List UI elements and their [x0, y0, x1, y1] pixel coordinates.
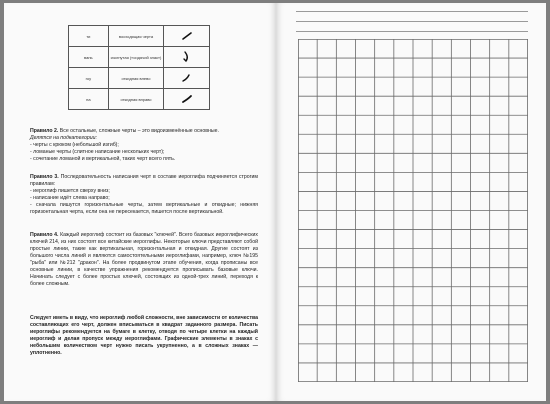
stroke-table: [68, 25, 210, 110]
rule-3-text: Последовательность написания черт в составе иероглифа подчиняется строгим правилам:: [30, 174, 258, 187]
list-item: - черты с крюком (небольшой изгиб);: [30, 142, 119, 148]
rule-4-label: Правило 4.: [30, 232, 59, 238]
table-row: [69, 68, 210, 89]
ruled-line: [296, 31, 528, 32]
ruled-lines: [296, 11, 528, 41]
rule-4-text: Каждый иероглиф состоит из базовых "ключей". Всего базовых иероглифических ключей 214, из них состоят все китайские иероглифы. Некоторые ключи представляют собой простые линии, такие как вертикальная, горизонтальная и откидная. Другие состоят из большого числа линий и являются самостоятельными иероглифами, например, ключ №195 "рыба" или №212 "дракон". На более продвинутом этапе обучения, когда прописаны все основные линии, в качестве упражнения рекомендуется прописывать базовые ключи. Начинать следует с более простых ключей, состоящих из одной-трех линий, переходя к более сложным.: [30, 232, 258, 287]
stroke-description: откидная влево: [108, 68, 164, 89]
left-falling-stroke-icon: [164, 68, 210, 89]
table-row: [69, 26, 210, 47]
rule-2-block: [30, 128, 258, 163]
ruled-line: [296, 21, 528, 22]
rule-2-intro: [30, 128, 258, 135]
stroke-description: откидная вправо: [108, 89, 164, 110]
rule-3-label: Правило 3.: [30, 174, 59, 180]
note-text: Следует иметь в виду, что иероглиф любой сложности, вне зависимости от количества составляющих его черт, должен вписываться в квадрат заданного размера. Писать иероглифы рекомендуется на бумаге в клетку, отводя по четыре клетки на каждый иероглиф и делая пропуск между иероглифами. Графические элементы в знаках с небольшим количеством черт нужно писать укрупненно, а в сложных знаках — уплотненно.: [30, 315, 258, 356]
rule-3-intro: [30, 174, 258, 188]
list-item: - сначала пишутся горизонтальные черты, затем вертикальные и откидные; нижняя горизонтальная черта, если она не пересекается, пишется после вертикальной.: [30, 202, 258, 215]
rule-4-paragraph: [30, 232, 258, 288]
rising-stroke-icon: [164, 26, 210, 47]
rule-3-block: [30, 174, 258, 216]
rule-2-sub: Делятся на подкатегории:: [30, 135, 97, 141]
list-item: - иероглиф пишется сверху вниз;: [30, 188, 110, 194]
stroke-description: восходящая черта: [108, 26, 164, 47]
stroke-pinyin: вань: [69, 47, 109, 68]
stroke-pinyin: ти: [69, 26, 109, 47]
rule-4-block: [30, 232, 258, 288]
stroke-pinyin: гоу: [69, 68, 109, 89]
right-falling-stroke-icon: [164, 89, 210, 110]
ruled-line: [296, 11, 528, 12]
practice-grid-svg: [298, 39, 528, 382]
note-block: [30, 315, 258, 357]
list-item: - написание идёт слева направо;: [30, 195, 110, 201]
table-row: [69, 89, 210, 110]
practice-grid: [298, 39, 528, 382]
list-item: - сочетание ломаной и вертикальной, таких черт всего пять.: [30, 156, 176, 162]
stroke-pinyin: на: [69, 89, 109, 110]
list-item: - ломаные черты (слитное написание нескольких черт);: [30, 149, 165, 155]
left-page: [4, 3, 276, 401]
right-page: [276, 3, 546, 401]
stroke-description: изогнутая («сидячий знак»): [108, 47, 164, 68]
rule-2-label: Правило 2.: [30, 128, 59, 134]
rule-2-text: Все остальные, сложные черты – это видоизменённые основные.: [59, 128, 219, 134]
curved-stroke-icon: [164, 47, 210, 68]
table-row: [69, 47, 210, 68]
